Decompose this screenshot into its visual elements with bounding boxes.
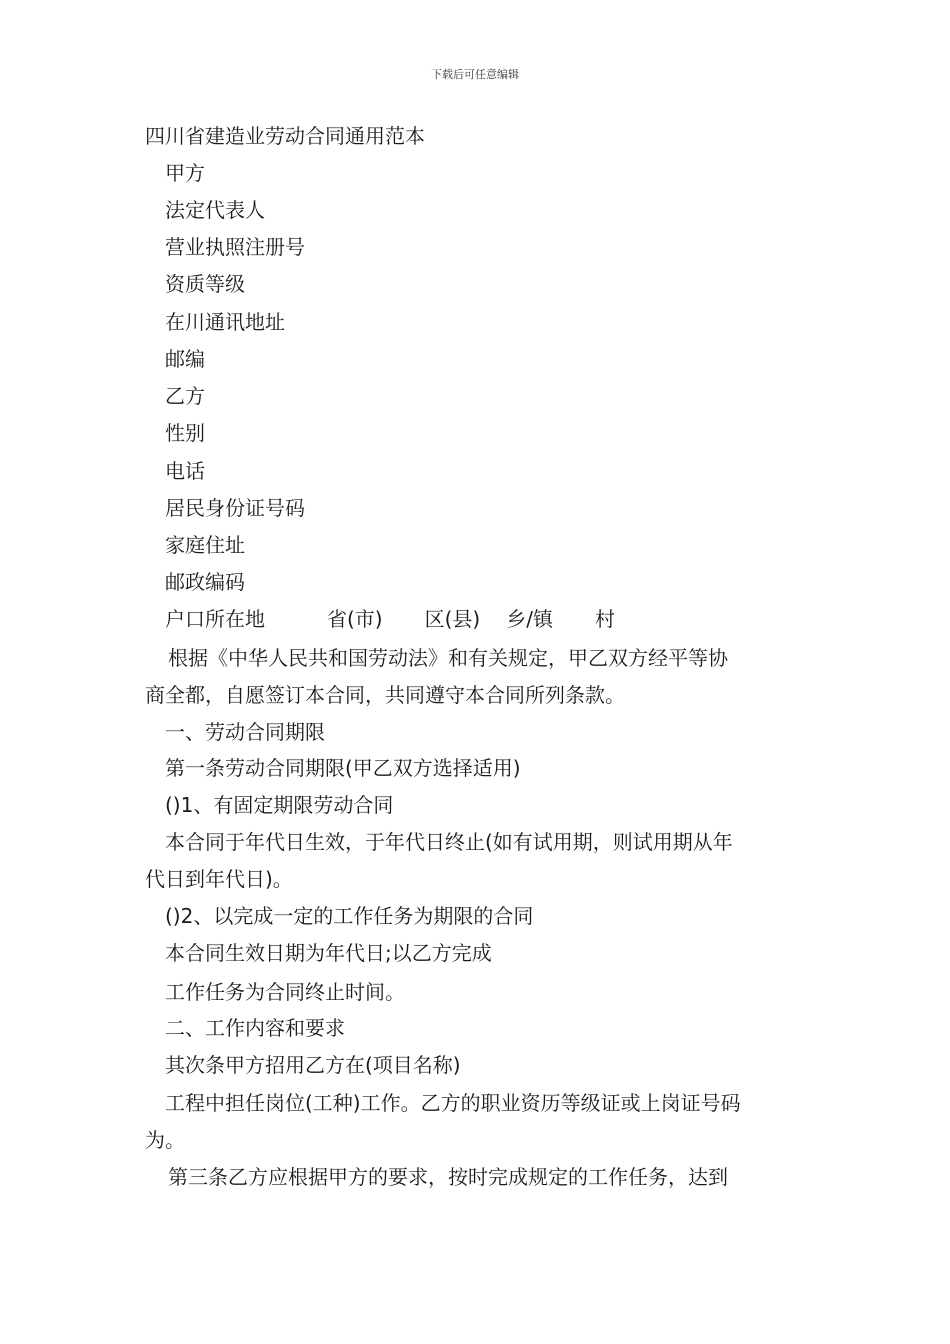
option-1-text-2: 代日到年代日)。 [145, 867, 293, 891]
field-home-address: 家庭住址 [165, 533, 245, 557]
field-zip: 邮政编码 [165, 570, 245, 594]
option-2: ()2、以完成一定的工作任务为期限的合同 [165, 904, 534, 928]
field-jiafang: 甲方 [165, 161, 205, 185]
field-hukou [165, 605, 615, 633]
field-address: 在川通讯地址 [165, 310, 285, 334]
hukou-label: 户口所在地 [165, 607, 265, 631]
option-1: ()1、有固定期限劳动合同 [165, 793, 394, 817]
article-2-text-2: 为。 [145, 1128, 185, 1152]
option-2-text-1: 本合同生效日期为年代日;以乙方完成 [165, 941, 492, 965]
hukou-sheng: 省(市) [327, 607, 383, 631]
option-2-text-2: 工作任务为合同终止时间。 [165, 980, 405, 1004]
document-title: 四川省建造业劳动合同通用范本 [145, 124, 425, 148]
article-3: 第三条乙方应根据甲方的要求，按时完成规定的工作任务，达到 [168, 1165, 728, 1189]
field-gender: 性别 [165, 421, 205, 445]
field-id-number: 居民身份证号码 [165, 496, 305, 520]
section-heading-2: 二、工作内容和要求 [165, 1016, 345, 1040]
field-postcode: 邮编 [165, 347, 205, 371]
option-1-text-1: 本合同于年代日生效，于年代日终止(如有试用期，则试用期从年 [165, 830, 733, 854]
hukou-qu: 区(县) [424, 607, 481, 631]
section-heading-1: 一、劳动合同期限 [165, 720, 325, 744]
page-header: 下载后可任意编辑 [431, 68, 519, 81]
article-1: 第一条劳动合同期限(甲乙双方选择适用) [165, 756, 521, 780]
article-2-text-1: 工程中担任岗位(工种)工作。乙方的职业资历等级证或上岗证号码 [165, 1091, 741, 1115]
article-2: 其次条甲方招用乙方在(项目名称) [165, 1053, 461, 1077]
paragraph-preamble-1: 根据《中华人民共和国劳动法》和有关规定，甲乙双方经平等协 [168, 646, 728, 670]
hukou-cun: 村 [594, 607, 615, 631]
field-yifang: 乙方 [165, 384, 205, 408]
field-phone: 电话 [165, 459, 205, 483]
paragraph-preamble-2: 商全都，自愿签订本合同，共同遵守本合同所列条款。 [145, 683, 625, 707]
field-qualification: 资质等级 [165, 272, 245, 296]
field-legal-rep: 法定代表人 [165, 198, 265, 222]
hukou-xiang: 乡/镇 [506, 607, 553, 631]
field-license-no: 营业执照注册号 [165, 235, 305, 259]
